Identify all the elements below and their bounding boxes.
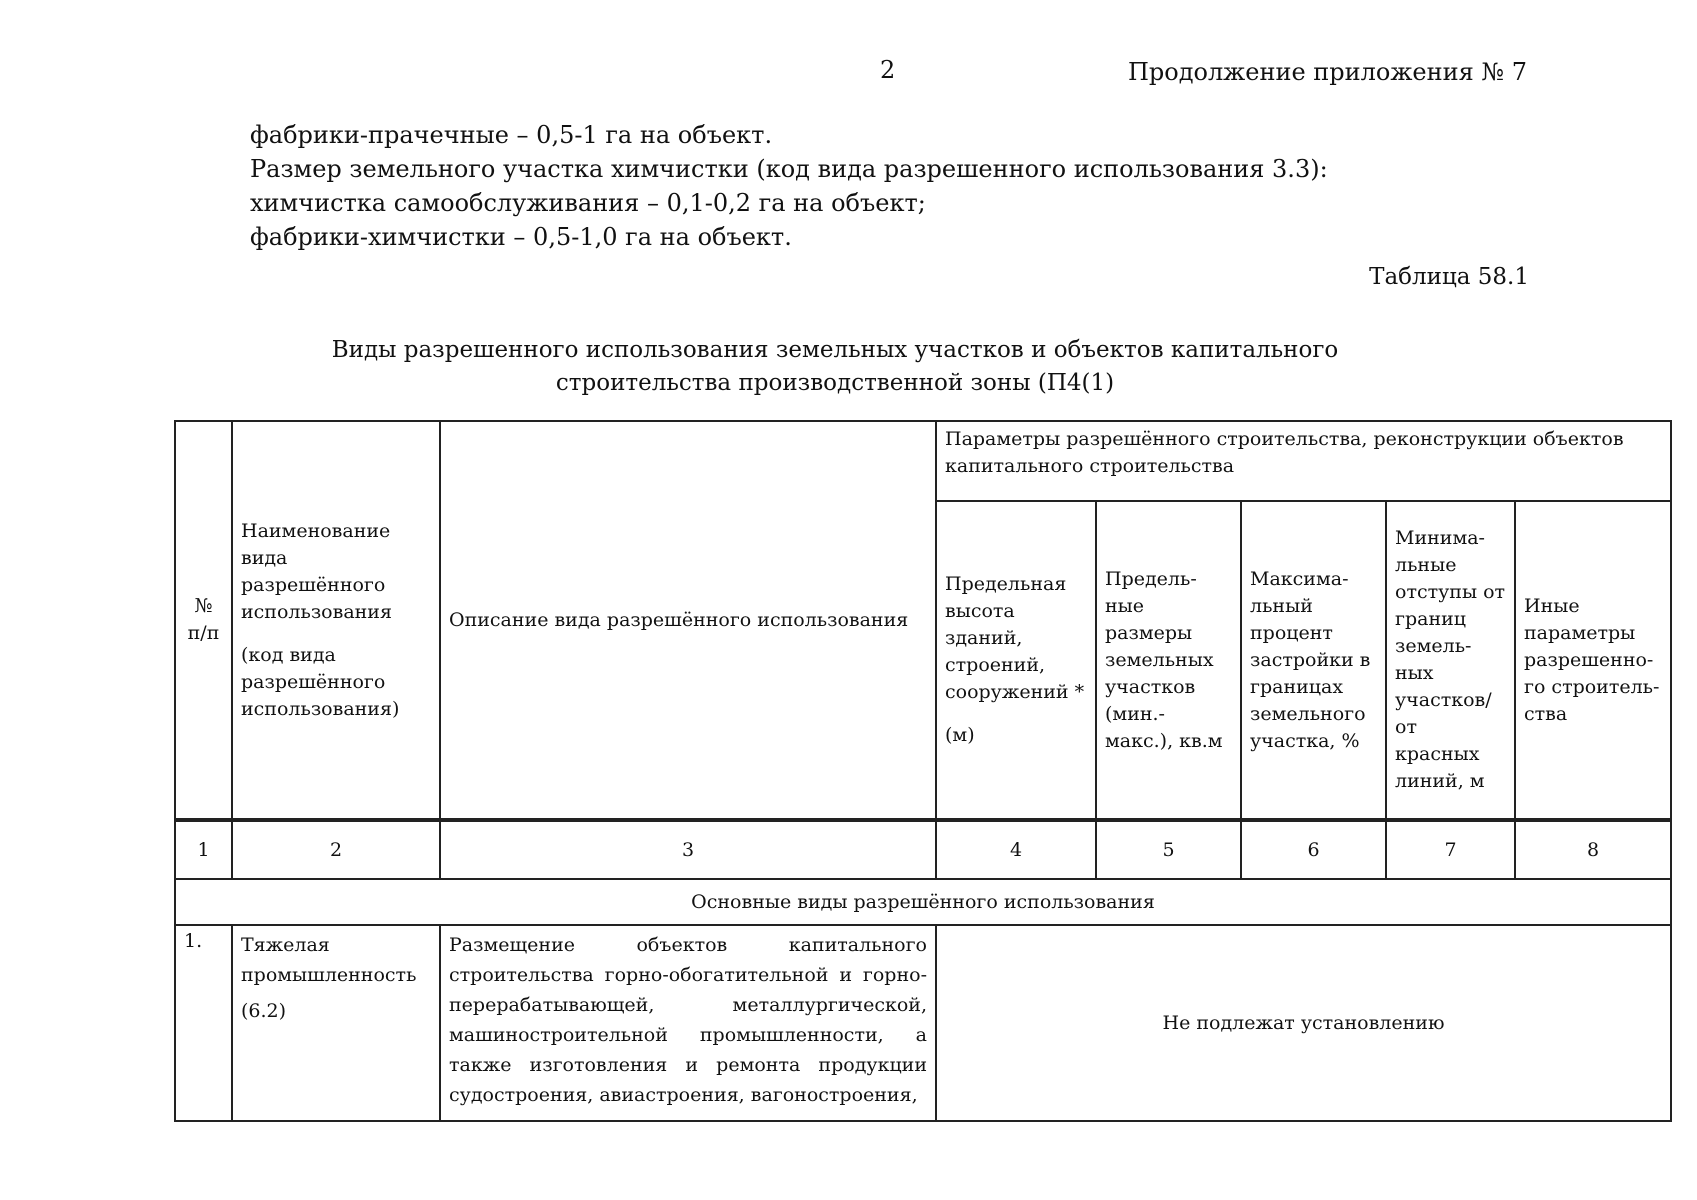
header-params-group: Параметры разрешённого строительства, реконструкции объектов капитального строительства (936, 421, 1671, 501)
row-use-name (232, 925, 440, 1121)
header-param-setback: Минима-льные отступы от границ земель-ных участков/ от красных линий, м (1386, 501, 1515, 819)
header-param-height (936, 501, 1096, 819)
column-number: 7 (1386, 821, 1515, 879)
header-col-number: № п/п (175, 421, 232, 819)
header-param-percent: Макcима-льный процент застройки в границах земельного участка, % (1241, 501, 1386, 819)
column-number: 3 (440, 821, 936, 879)
header-col-description: Описание вида разрешённого использования (440, 421, 936, 819)
header-param-height-label: Предельная высота зданий, строений, сооружений * (945, 573, 1085, 703)
table-title-line: строительства производственной зоны (П4(1) (555, 370, 1115, 396)
row-params: Не подлежат установлению (936, 925, 1671, 1121)
section-row (175, 879, 1671, 925)
section-main-heading: Основные виды разрешённого использования (175, 879, 1671, 925)
table-label: Таблица 58.1 (1369, 264, 1529, 290)
row-description: Размещение объектов капитального строительства горно-обогатительной и горно-перерабатывающей, металлургической, машиностроительной промышленности, а также изготовления и ремонта продукции судостроения, авиастроения, вагоностроения, (440, 925, 936, 1121)
header-col-name-label: Наименование вида разрешённого использования (241, 519, 392, 623)
intro-text (250, 118, 1328, 254)
intro-line: химчистка самообслуживания – 0,1-0,2 га на объект; (250, 189, 926, 217)
intro-line: фабрики-прачечные – 0,5-1 га на объект. (250, 121, 773, 149)
table-title-line: Виды разрешенного использования земельных участков и объектов капитального (331, 337, 1339, 363)
table-title (250, 334, 1420, 400)
column-number: 8 (1515, 821, 1671, 879)
intro-line: фабрики-химчистки – 0,5-1,0 га на объект. (250, 223, 792, 251)
header-param-size: Предель-ные размеры земельных участков (мин.-макс.), кв.м (1096, 501, 1241, 819)
row-number: 1. (175, 925, 232, 1121)
column-number: 1 (175, 821, 232, 879)
header-col-name-code: (код вида разрешённого использования) (241, 643, 400, 720)
column-number: 2 (232, 821, 440, 879)
table-row (175, 925, 1671, 1121)
header-col-name (232, 421, 440, 819)
column-number: 5 (1096, 821, 1241, 879)
header-param-other: Иные параметры разрешенно-го строитель-ства (1515, 501, 1671, 819)
table-body (174, 820, 1672, 1122)
page-number: 2 (880, 56, 896, 84)
column-number-row (175, 821, 1671, 879)
column-number: 4 (936, 821, 1096, 879)
column-number: 6 (1241, 821, 1386, 879)
row-use-name-label: Тяжелая промышленность (241, 934, 417, 986)
header-param-height-unit: (м) (945, 724, 975, 746)
appendix-label: Продолжение приложения № 7 (1127, 58, 1527, 86)
intro-line: Размер земельного участка химчистки (код вида разрешенного использования 3.3): (250, 155, 1328, 183)
row-use-code: (6.2) (241, 1000, 287, 1022)
table-header (174, 420, 1672, 820)
